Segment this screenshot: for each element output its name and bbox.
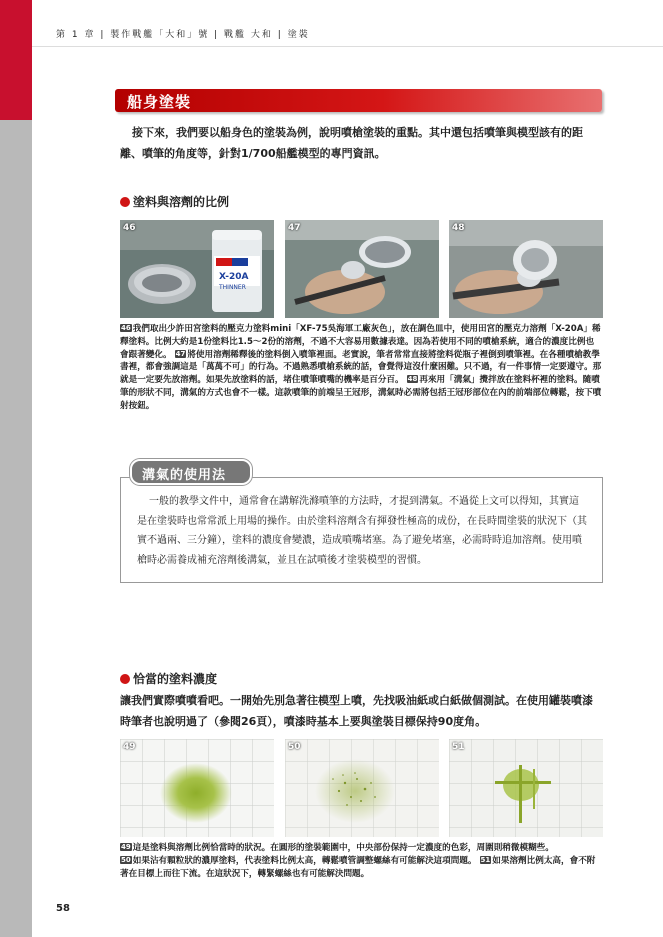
photo-47 bbox=[285, 220, 439, 318]
caption-51: 如果溶劑比例太高，會不附著在目標上而往下流。在這狀況下，轉緊螺絲也有可能解決問題。 bbox=[120, 855, 596, 879]
bullet-dot-icon bbox=[120, 197, 130, 207]
sidebar-strip bbox=[0, 120, 32, 937]
photo-48-image bbox=[449, 220, 603, 318]
section2-heading: 恰當的塗料濃度 bbox=[120, 670, 217, 687]
photo-47-image bbox=[285, 220, 439, 318]
header-chapter: 第 1 章 bbox=[56, 30, 96, 40]
section-banner bbox=[115, 89, 602, 112]
banner-title: 船身塗裝 bbox=[127, 93, 192, 111]
section1-heading: 塗料與溶劑的比例 bbox=[120, 193, 229, 210]
caption-tag: 49 bbox=[121, 843, 131, 851]
caption-47: 將使用溶劑稀釋後的塗料倒入噴筆裡面。老實說，筆者常常直接將塗料從瓶子裡倒到噴筆裡。在各種噴槍教學書裡，都會強調這是「萬萬不可」的行為。不過熟悉噴槍系統的話，會覺得這沒什麼困難。只不過，有一件事情一定要遵守。那就是一定要先放溶劑。如果先放塗料的話，堵住噴筆噴嘴的機率是百分百。 bbox=[120, 349, 602, 386]
caption-46: 我們取出少許田宮塗料的壓克力塗料mini「XF-75吳海軍工廠灰色」，放在調色皿中，使用田宮的壓克力溶劑「X-20A」稀釋塗料。比例大約是1份塗料比1.5～2份的溶劑，不過不大容易用數據表達。因為若使用不同的噴槍系統，適合的濃度比例也會跟著變化。 bbox=[120, 324, 601, 360]
photo-51 bbox=[449, 739, 603, 837]
section2-caption bbox=[120, 842, 602, 880]
photo-49-image bbox=[120, 739, 274, 837]
photo-number: 46 bbox=[123, 223, 136, 233]
photo-49 bbox=[120, 739, 274, 837]
photo-51-image bbox=[449, 739, 603, 837]
running-header: 第 1 章 | 製作戰艦「大和」號 | 戰艦 大和 | 塗裝 bbox=[56, 30, 310, 40]
caption-50: 如果沾有顆粒狀的濃厚塗料，代表塗料比例太高，轉鬆噴管調整螺絲有可能解決這項問題。 bbox=[132, 855, 477, 866]
tip-box-title: 溝氣的使用法 bbox=[130, 459, 252, 485]
caption-tag: 51 bbox=[480, 855, 491, 864]
photo-46 bbox=[120, 220, 274, 318]
header-sub1: 戰艦 大和 bbox=[224, 30, 273, 40]
thinner-sublabel: THINNER bbox=[219, 284, 246, 291]
thinner-label: X-20A bbox=[219, 272, 249, 282]
photo-number: 50 bbox=[288, 742, 301, 752]
caption-tag: 50 bbox=[121, 855, 131, 864]
photo-number: 48 bbox=[452, 223, 465, 233]
caption-tag: 46 bbox=[121, 324, 131, 332]
caption-48: 再來用「溝氣」攪拌放在塗料杯裡的塗料。隨噴筆的形狀不同，溝氣的方式也會不一樣。這款噴筆的前端呈王冠形，溝氣時必需將包括王冠形部位在內的前端部位轉鬆，按下噴射按鈕。 bbox=[120, 375, 602, 411]
photo-46-image bbox=[120, 220, 274, 318]
section2-paragraph: 讓我們實際噴噴看吧。一開始先別急著往模型上噴，先找吸油紙或白紙做個測試。在使用罐裝噴漆時筆者也說明過了（參閱26頁），噴漆時基本上要與塗裝目標保持90度角。 bbox=[120, 694, 593, 728]
caption-49: 這是塗料與溶劑比例恰當時的狀況。在圓形的塗裝範圍中，中央部份保持一定濃度的色彩，周圍則稍微模糊些。 bbox=[132, 843, 554, 853]
photo-number: 49 bbox=[123, 742, 136, 752]
caption-tag: 48 bbox=[407, 375, 418, 384]
photo-50-image bbox=[285, 739, 439, 837]
bullet-dot-icon bbox=[120, 674, 130, 684]
header-rule bbox=[32, 46, 663, 47]
caption-tag: 47 bbox=[175, 349, 186, 358]
header-sub2: 塗裝 bbox=[287, 30, 310, 40]
photo-number: 51 bbox=[452, 742, 465, 752]
header-title: 製作戰艦「大和」號 bbox=[110, 30, 210, 40]
sidebar-accent bbox=[0, 0, 32, 120]
photo-number: 47 bbox=[288, 223, 301, 233]
section1-caption bbox=[120, 323, 602, 413]
photo-50 bbox=[285, 739, 439, 837]
photo-48 bbox=[449, 220, 603, 318]
intro-paragraph: 接下來，我們要以船身色的塗裝為例，說明噴槍塗裝的重點。其中還包括噴筆與模型該有的距離、噴筆的角度等，針對1/700船艦模型的專門資訊。 bbox=[120, 126, 583, 160]
tip-box-text: 一般的教學文件中，通常會在講解洗滌噴筆的方法時，才提到溝氣。不過從上文可以得知，其實這是在塗裝時也常常派上用場的操作。由於塗料溶劑含有揮發性極高的成份，在長時間塗裝的狀況下（其實不過兩、三分鐘），塗料的濃度會變濃，造成噴嘴堵塞。為了避免堵塞，必需時時追加溶劑。使用噴槍時必需養成補充溶劑後溝氣，並且在試噴後才塗裝模型的習慣。 bbox=[137, 496, 587, 566]
page-number: 58 bbox=[56, 903, 70, 914]
